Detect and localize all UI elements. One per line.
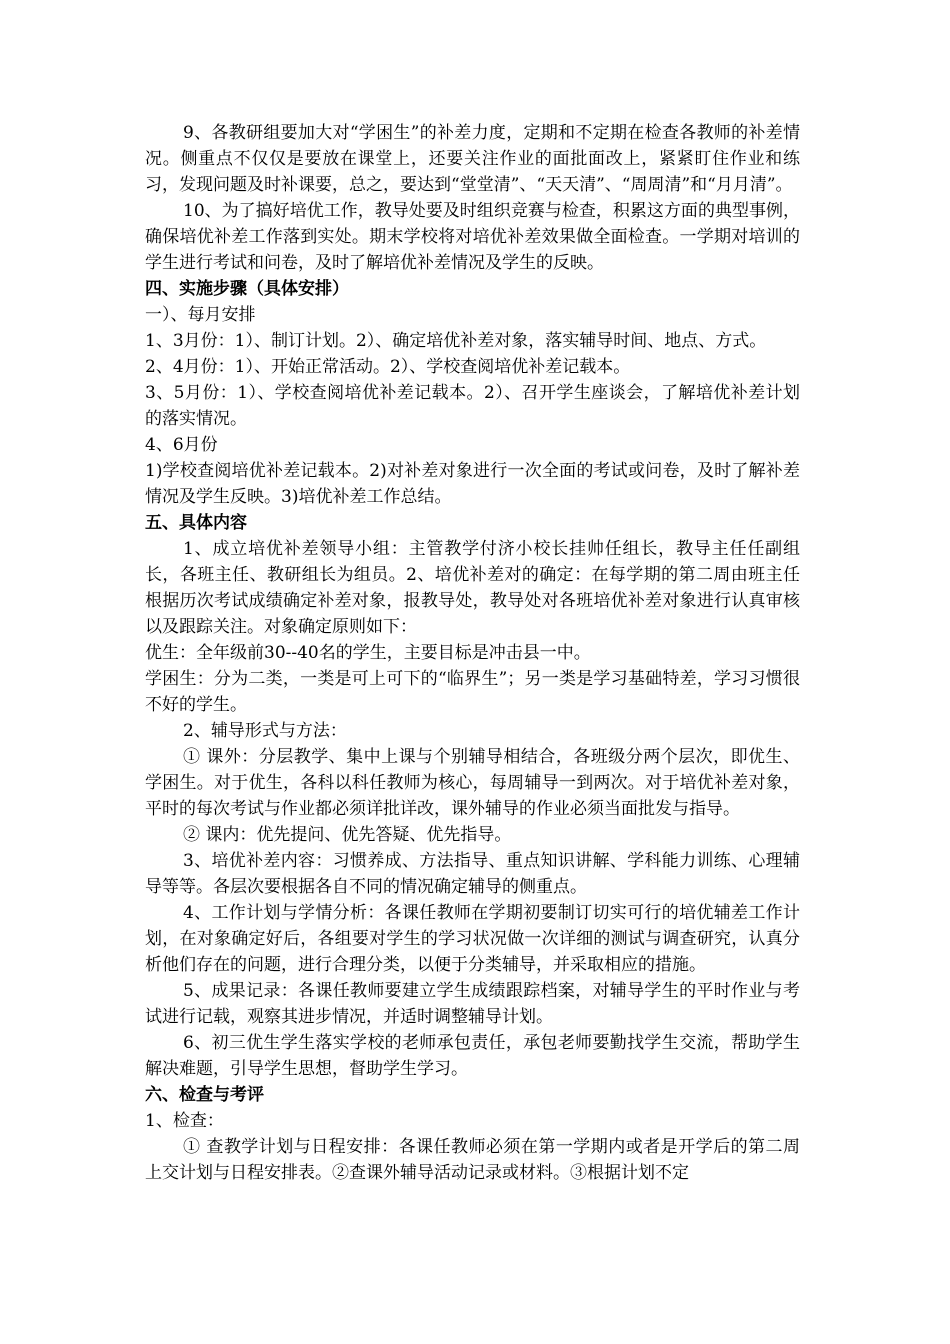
june-label: 4、6月份 <box>145 435 218 455</box>
inspection-label: 1、检查： <box>145 1111 224 1131</box>
content-item-4: 4、工作计划与学情分析：各课任教师在学期初要制订切实可行的培优辅差工作计划，在对象确定好后，各组要对学生的学习状况做一次详细的测试与调查研究，认真分析他们存在的问题，进行合理分类，以便于分类辅导，并采取相应的措施。 <box>145 903 800 975</box>
in-class-method: ② 课内：优先提问、优先答疑、优先指导。 <box>183 825 512 845</box>
paragraph-item-10: 10、为了搞好培优工作，教导处要及时组织竞赛与检查，积累这方面的典型事例，确保培优补差工作落到实处。期末学校将对培优补差效果做全面检查。一学期对培训的学生进行考试和问卷，及时了解培优补差情况及学生的反映。 <box>145 201 800 273</box>
extracurricular-method: ① 课外：分层教学、集中上课与个别辅导相结合，各班级分两个层次，即优生、学困生。对于优生，各科以科任教师为核心，每周辅导一到两次。对于培优补差对象，平时的每次考试与作业都必须详批详改，课外辅导的作业必须当面批发与指导。 <box>145 747 800 819</box>
content-item-1: 1、成立培优补差领导小组：主管教学付济小校长挂帅任组长，教导主任任副组长，各班主任、教研组长为组员。2、培优补差对的确定：在每学期的第二周由班主任根据历次考试成绩确定补差对象，报教导处，教导处对各班培优补差对象进行认真审核以及跟踪关注。对象确定原则如下： <box>145 539 800 637</box>
inspection-details: ① 查教学计划与日程安排：各课任教师必须在第一学期内或者是开学后的第二周上交计划与日程安排表。②查课外辅导活动记录或材料。③根据计划不定 <box>145 1137 800 1183</box>
april-plan: 2、4月份：1）、开始正常活动。2）、学校查阅培优补差记载本。 <box>145 357 631 377</box>
top-students-criteria: 优生：全年级前30--40名的学生，主要目标是冲击县一中。 <box>145 643 591 663</box>
paragraph-item-9: 9、各教研组要加大对“学困生”的补差力度，定期和不定期在检查各教师的补差情况。侧重点不仅仅是要放在课堂上，还要关注作业的面批面改上，紧紧盯住作业和练习，发现问题及时补课要，总之，要达到“堂堂清”、“天天清”、“周周清”和“月月清”。 <box>145 123 800 195</box>
section-heading-4: 四、实施步骤（具体安排） <box>145 279 349 299</box>
content-item-2: 2、辅导形式与方法： <box>183 721 347 741</box>
section-heading-5: 五、具体内容 <box>145 513 247 533</box>
subheading-monthly: 一）、每月安排 <box>145 305 256 325</box>
june-plan: 1)学校查阅培优补差记载本。2)对补差对象进行一次全面的考试或问卷，及时了解补差情况及学生反映。3)培优补差工作总结。 <box>145 461 800 507</box>
struggling-students-criteria: 学困生：分为二类，一类是可上可下的“临界生”；另一类是学习基础特差，学习习惯很不好的学生。 <box>145 669 800 715</box>
section-heading-6: 六、检查与考评 <box>145 1085 264 1105</box>
march-plan: 1、3月份：1）、制订计划。2）、确定培优补差对象，落实辅导时间、地点、方式。 <box>145 331 767 351</box>
may-plan: 3、5月份：1）、学校查阅培优补差记载本。2）、召开学生座谈会，了解培优补差计划的落实情况。 <box>145 383 800 429</box>
content-item-6: 6、初三优生学生落实学校的老师承包责任，承包老师要勤找学生交流，帮助学生解决难题，引导学生思想，督助学生学习。 <box>145 1033 800 1079</box>
content-item-3: 3、培优补差内容：习惯养成、方法指导、重点知识讲解、学科能力训练、心理辅导等等。各层次要根据各自不同的情况确定辅导的侧重点。 <box>145 851 800 897</box>
content-item-5: 5、成果记录：各课任教师要建立学生成绩跟踪档案，对辅导学生的平时作业与考试进行记载，观察其进步情况，并适时调整辅导计划。 <box>145 981 800 1027</box>
